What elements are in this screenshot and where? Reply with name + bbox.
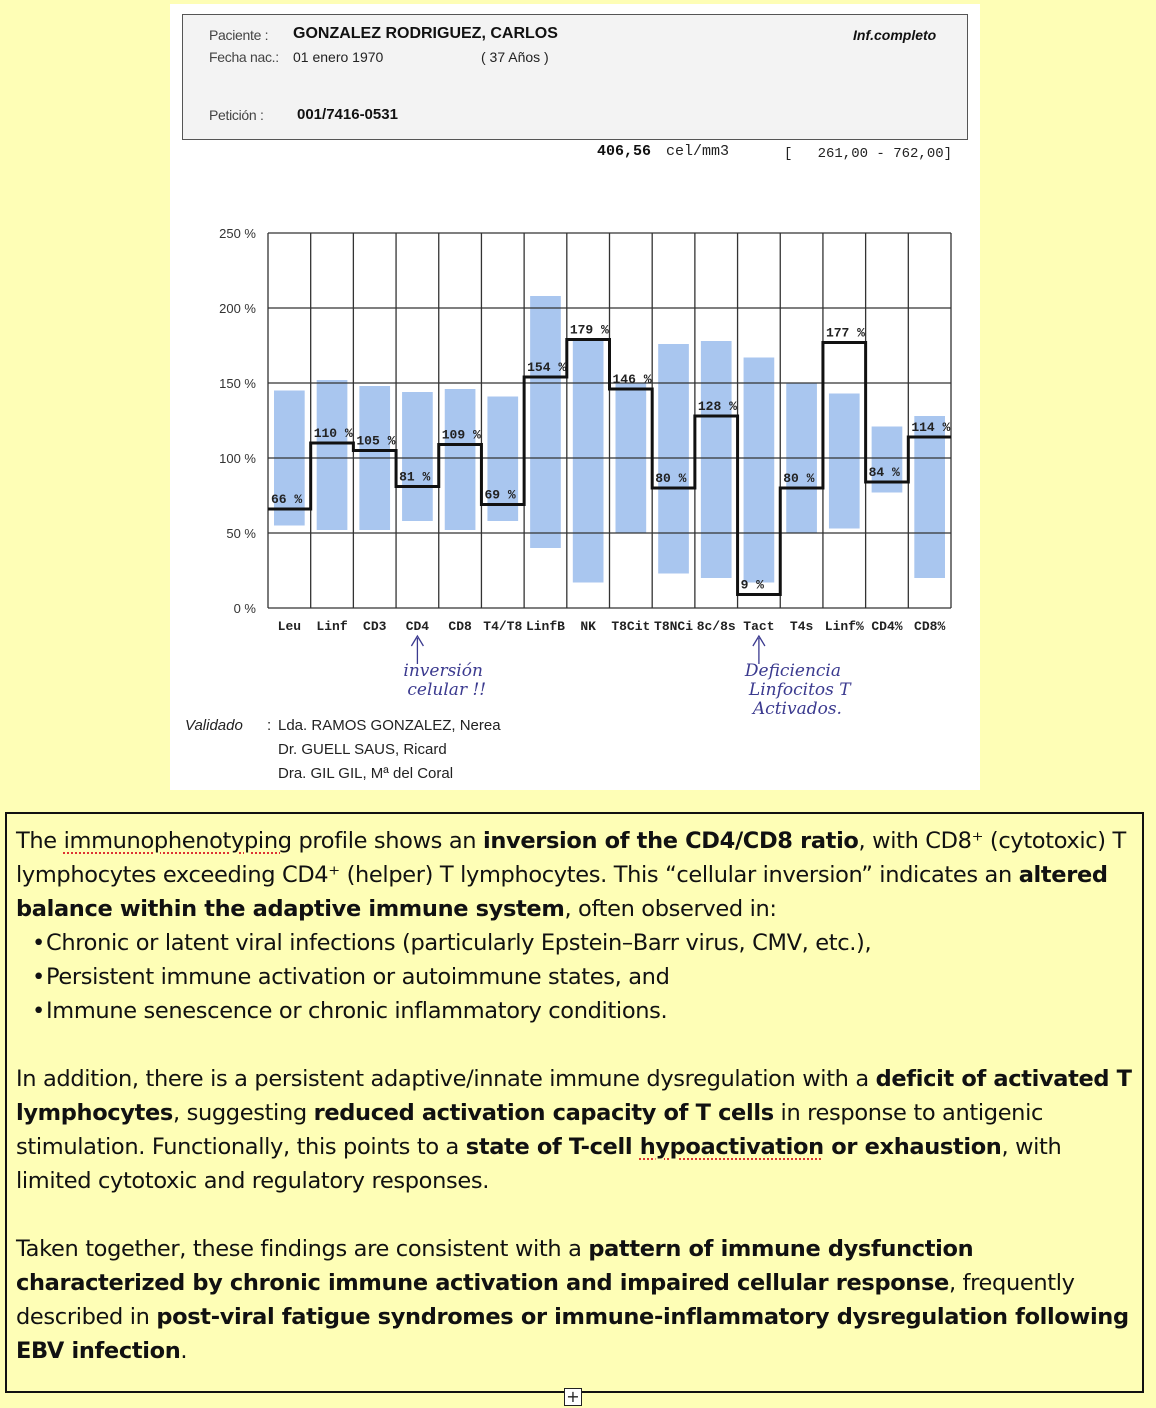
category-label: 8c/8s bbox=[696, 619, 736, 634]
category-label: Linf% bbox=[824, 619, 864, 634]
category-label: T4s bbox=[789, 619, 814, 634]
value-label: 110 % bbox=[313, 426, 353, 441]
reference-band bbox=[829, 394, 860, 529]
reference-range: [ 261,00 - 762,00] bbox=[784, 146, 953, 162]
reference-band bbox=[317, 380, 348, 530]
reference-band bbox=[744, 358, 775, 583]
reference-band bbox=[573, 338, 604, 583]
category-label: Linf bbox=[316, 619, 348, 634]
category-label: CD4 bbox=[405, 619, 430, 634]
conditions-list bbox=[16, 926, 1132, 1028]
paragraph-ratio bbox=[16, 824, 1132, 926]
category-label: CD3 bbox=[363, 619, 387, 634]
value-label: 69 % bbox=[484, 487, 516, 503]
p3-bold-d: post-viral fatigue syndromes or immune-inflammatory dysregulation following EBV infection bbox=[16, 1304, 1129, 1364]
p3-bold-b: pattern of immune dysfunction characterized by chronic immune activation and impaired cellular response bbox=[16, 1236, 974, 1296]
p3-text-c: , frequently described in bbox=[16, 1270, 1075, 1330]
p2-bold-b: deficit of activated T lymphocytes bbox=[16, 1066, 1132, 1126]
category-label: T8NCi bbox=[654, 619, 694, 634]
p1-text-a: The bbox=[16, 828, 64, 854]
value-label: 9 % bbox=[740, 577, 764, 593]
category-label: CD8% bbox=[914, 619, 946, 634]
p1-text-g: , often observed in: bbox=[564, 896, 777, 922]
p1-text-c: profile shows an bbox=[291, 828, 483, 854]
lab-report-scan bbox=[170, 4, 980, 790]
value-label: 177 % bbox=[825, 325, 865, 341]
reference-band bbox=[402, 392, 433, 521]
p1-spellcheck-word: immunophenotyping bbox=[63, 828, 292, 854]
p1-text-e: , with CD8⁺ (cytotoxic) T lymphocytes exceeding CD4⁺ (helper) T lymphocytes. This “cellular inversion” indicates an bbox=[16, 828, 1126, 888]
birth-date: 01 enero 1970 bbox=[293, 49, 384, 65]
category-label: LinfB bbox=[525, 619, 565, 634]
p3-text-e: . bbox=[180, 1338, 188, 1364]
category-label: Tact bbox=[743, 619, 775, 634]
immunophenotype-chart bbox=[170, 4, 980, 790]
result-unit: cel/mm3 bbox=[666, 143, 730, 160]
annotation-text: Linfocitos T bbox=[748, 680, 851, 700]
validator-1: Lda. RAMOS GONZALEZ, Nerea bbox=[278, 717, 501, 734]
p2-bold-h: or exhaustion bbox=[823, 1134, 1002, 1160]
value-label: 66 % bbox=[271, 492, 303, 507]
category-label: T4/T8 bbox=[483, 619, 523, 634]
interpretation-panel[interactable] bbox=[5, 812, 1144, 1393]
birth-date-label: Fecha nac.: bbox=[209, 49, 279, 65]
category-labels bbox=[278, 619, 946, 634]
value-label: 84 % bbox=[868, 465, 900, 480]
p1-bold-d: inversion of the CD4/CD8 ratio bbox=[482, 828, 859, 854]
request-number: 001/7416-0531 bbox=[297, 106, 398, 123]
validator-3: Dra. GIL GIL, Mª del Coral bbox=[278, 765, 454, 782]
value-label: 146 % bbox=[612, 372, 652, 387]
value-label: 81 % bbox=[399, 469, 431, 485]
value-label: 128 % bbox=[697, 399, 737, 414]
patient-name: GONZALEZ RODRIGUEZ, CARLOS bbox=[293, 25, 558, 42]
patient-age: ( 37 Años ) bbox=[481, 49, 549, 65]
validated-label: Validado bbox=[185, 717, 243, 734]
value-label: 80 % bbox=[783, 471, 815, 486]
report-type: Inf.completo bbox=[853, 27, 937, 43]
reference-band bbox=[914, 416, 945, 578]
category-label: CD4% bbox=[871, 619, 903, 634]
handwritten-annotations bbox=[403, 636, 852, 719]
paragraph-conclusion bbox=[16, 1232, 1132, 1368]
category-label: Leu bbox=[277, 619, 302, 634]
y-tick-label: 150 % bbox=[219, 376, 256, 391]
category-label: CD8 bbox=[448, 619, 472, 634]
value-label: 154 % bbox=[527, 360, 567, 375]
value-label: 179 % bbox=[569, 322, 609, 338]
list-item: • Persistent immune activation or autoimmune states, and bbox=[32, 960, 1132, 994]
annotation-text: Deficiencia bbox=[744, 661, 841, 681]
list-item: • Chronic or latent viral infections (particularly Epstein–Barr virus, CMV, etc.), bbox=[32, 926, 1132, 960]
validator-2: Dr. GUELL SAUS, Ricard bbox=[278, 741, 447, 758]
annotation-text: celular !! bbox=[407, 680, 487, 700]
reference-band bbox=[701, 341, 732, 578]
patient-label: Paciente : bbox=[209, 27, 269, 43]
value-label: 80 % bbox=[655, 471, 687, 486]
value-label: 105 % bbox=[356, 433, 396, 449]
p1-bold-f: altered balance within the adaptive immune system bbox=[16, 862, 1108, 922]
p2-bold-f: state of T-cell bbox=[465, 1134, 640, 1160]
p2-spellcheck-word: hypoactivation bbox=[639, 1134, 824, 1160]
p2-bold-d: reduced activation capacity of T cells bbox=[313, 1100, 774, 1126]
list-item: • Immune senescence or chronic inflammatory conditions. bbox=[32, 994, 1132, 1028]
annotation-text: inversión bbox=[403, 661, 483, 681]
request-label: Petición : bbox=[209, 107, 264, 123]
y-tick-label: 50 % bbox=[226, 526, 256, 541]
resize-handle[interactable]: + bbox=[564, 1388, 582, 1406]
category-label: T8Cit bbox=[611, 619, 651, 634]
y-tick-label: 0 % bbox=[233, 601, 256, 616]
y-tick-label: 200 % bbox=[219, 301, 256, 316]
paragraph-activation bbox=[16, 1062, 1132, 1198]
p2-text-a: In addition, there is a persistent adaptive/innate immune dysregulation with a bbox=[16, 1066, 876, 1092]
reference-band bbox=[445, 389, 476, 530]
validated-colon: : bbox=[267, 717, 272, 734]
y-tick-label: 250 % bbox=[219, 226, 256, 241]
value-label: 109 % bbox=[441, 427, 481, 443]
p2-text-c: , suggesting bbox=[172, 1100, 314, 1126]
y-tick-label: 100 % bbox=[219, 451, 256, 466]
reference-band bbox=[530, 296, 561, 548]
p2-text-e: in response to antigenic stimulation. Functionally, this points to a bbox=[16, 1100, 1044, 1160]
annotation-text: Activados. bbox=[752, 699, 842, 719]
result-value: 406,56 bbox=[597, 143, 652, 160]
p3-text-a: Taken together, these findings are consistent with a bbox=[16, 1236, 589, 1262]
reference-band bbox=[658, 344, 689, 574]
value-label: 114 % bbox=[911, 420, 951, 435]
p2-text-i: , with limited cytotoxic and regulatory responses. bbox=[16, 1134, 1062, 1194]
y-axis-ticks bbox=[219, 226, 256, 616]
category-label: NK bbox=[580, 619, 596, 634]
